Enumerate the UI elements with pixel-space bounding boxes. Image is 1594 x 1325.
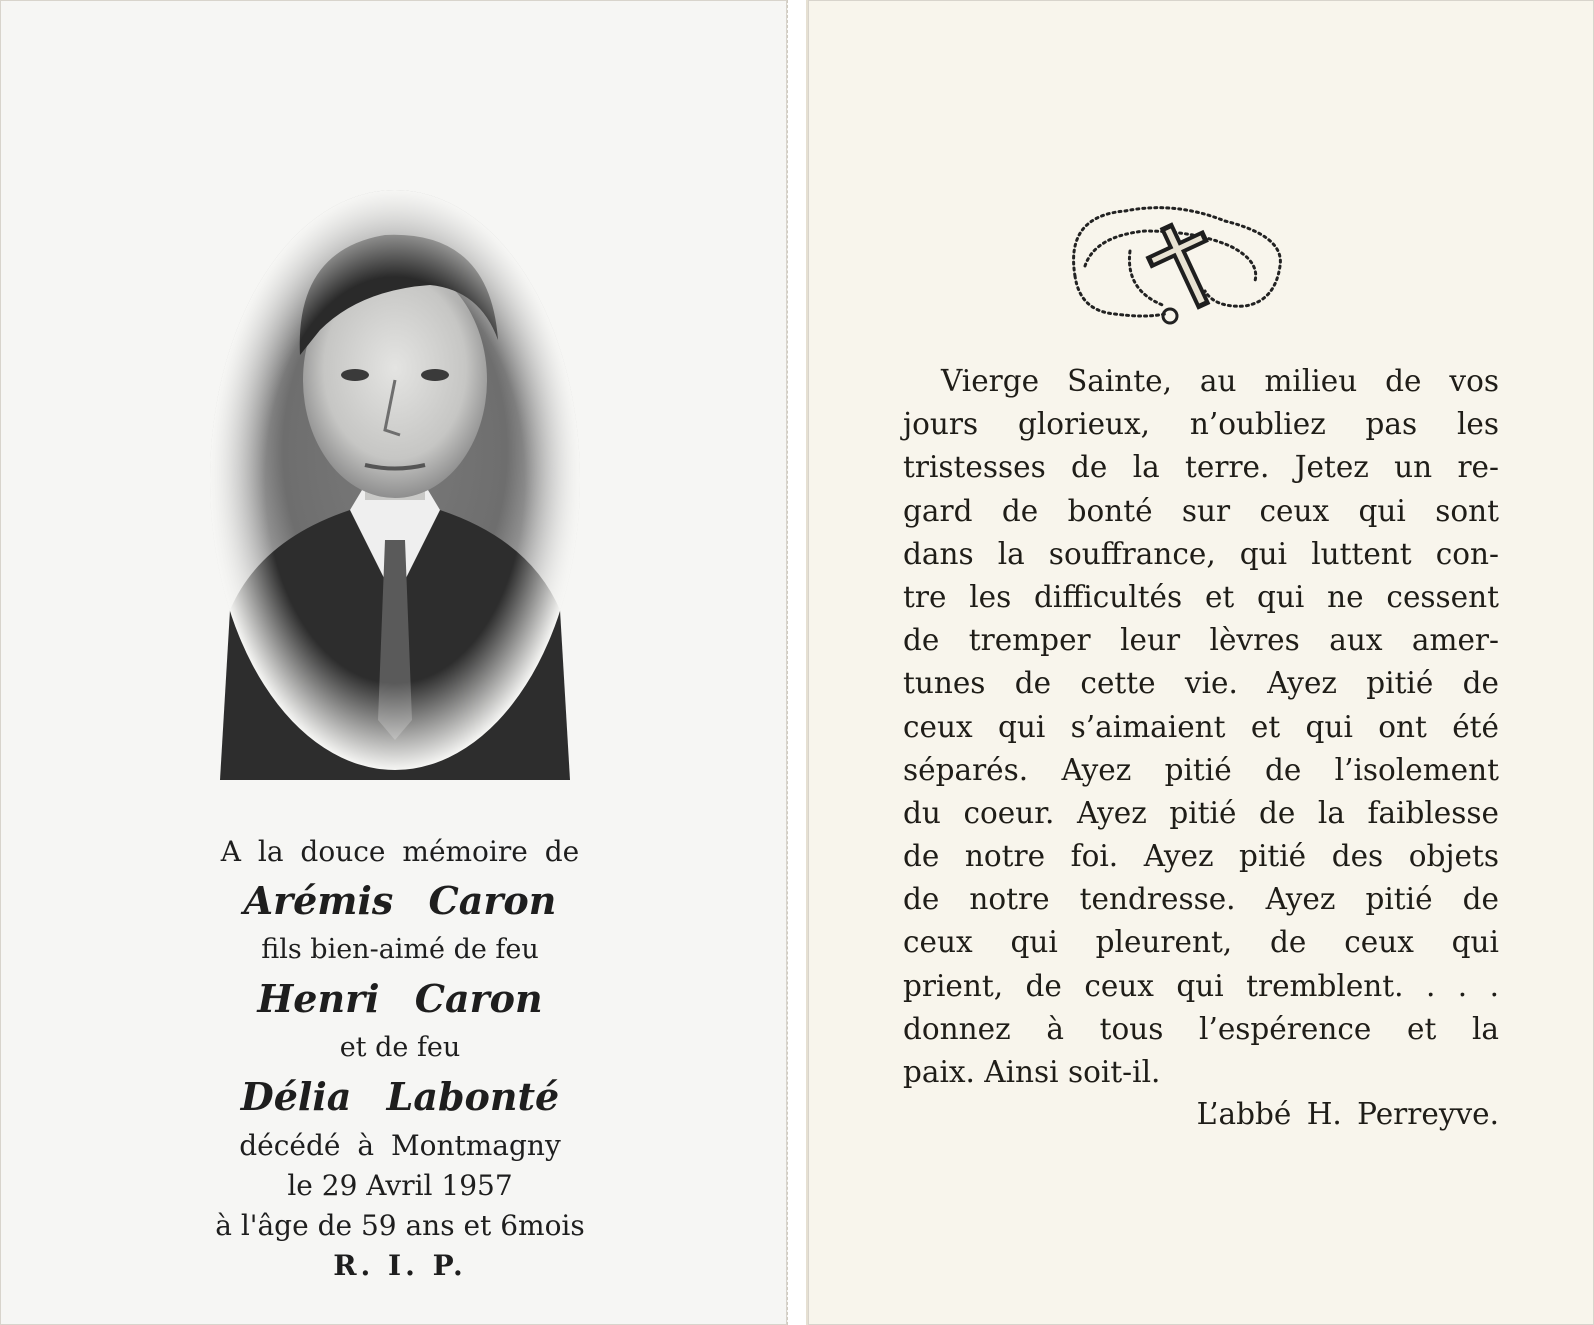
- mother-name: Délia Labonté: [240, 1074, 560, 1119]
- prayer-text: [903, 360, 1499, 1094]
- memorial-text: [130, 832, 670, 1286]
- prayer-line: Vierge Sainte, au milieu de vos: [941, 364, 1499, 398]
- prayer-line: de notre foi. Ayez pitié des objets: [903, 839, 1499, 874]
- prayer-line: jours glorieux, n’oubliez pas les: [903, 407, 1499, 442]
- father-name: Henri Caron: [257, 976, 543, 1021]
- prayer-line: dans la souffrance, qui luttent con-: [903, 536, 1499, 571]
- prayer-line: de notre tendresse. Ayez pitié de: [903, 882, 1499, 917]
- prayer-line: gard de bonté sur ceux qui sont: [903, 493, 1499, 528]
- prayer-line: donnez à tous l’espérence et la: [903, 1011, 1499, 1046]
- prayer-line: du coeur. Ayez pitié de la faiblesse: [903, 795, 1499, 830]
- son-of-line: fils bien-aimé de feu: [261, 934, 539, 965]
- prayer-line: ceux qui s’aimaient et qui ont été: [903, 709, 1499, 744]
- prayer-line: tunes de cette vie. Ayez pitié de: [903, 666, 1499, 701]
- portrait-photo: [200, 180, 590, 780]
- intro-line: A la douce mémoire de: [220, 835, 580, 868]
- prayer-line: tristesses de la terre. Jetez un re-: [903, 450, 1499, 485]
- death-date: le 29 Avril 1957: [287, 1169, 513, 1202]
- rip-line: R. I. P.: [333, 1249, 467, 1282]
- memorial-card-front: [0, 0, 788, 1325]
- deceased-name: Arémis Caron: [243, 878, 557, 923]
- prayer-signature: L’abbé H. Perreyve.: [1196, 1097, 1499, 1131]
- prayer-line: ceux qui pleurent, de ceux qui: [903, 925, 1499, 960]
- age-line: à l'âge de 59 ans et 6mois: [215, 1209, 585, 1242]
- prayer-line: de tremper leur lèvres aux amer-: [903, 623, 1499, 658]
- rosary-crucifix-icon: [1055, 196, 1295, 336]
- prayer-line: paix. Ainsi soit-il.: [903, 1055, 1161, 1089]
- and-of-line: et de feu: [339, 1032, 461, 1063]
- death-place: décédé à Montmagny: [239, 1129, 561, 1162]
- prayer-line: prient, de ceux qui tremblent. . . .: [903, 968, 1499, 1003]
- prayer-line: tre les difficultés et qui ne cessent: [903, 579, 1499, 614]
- prayer-line: séparés. Ayez pitié de l’isolement: [903, 752, 1499, 787]
